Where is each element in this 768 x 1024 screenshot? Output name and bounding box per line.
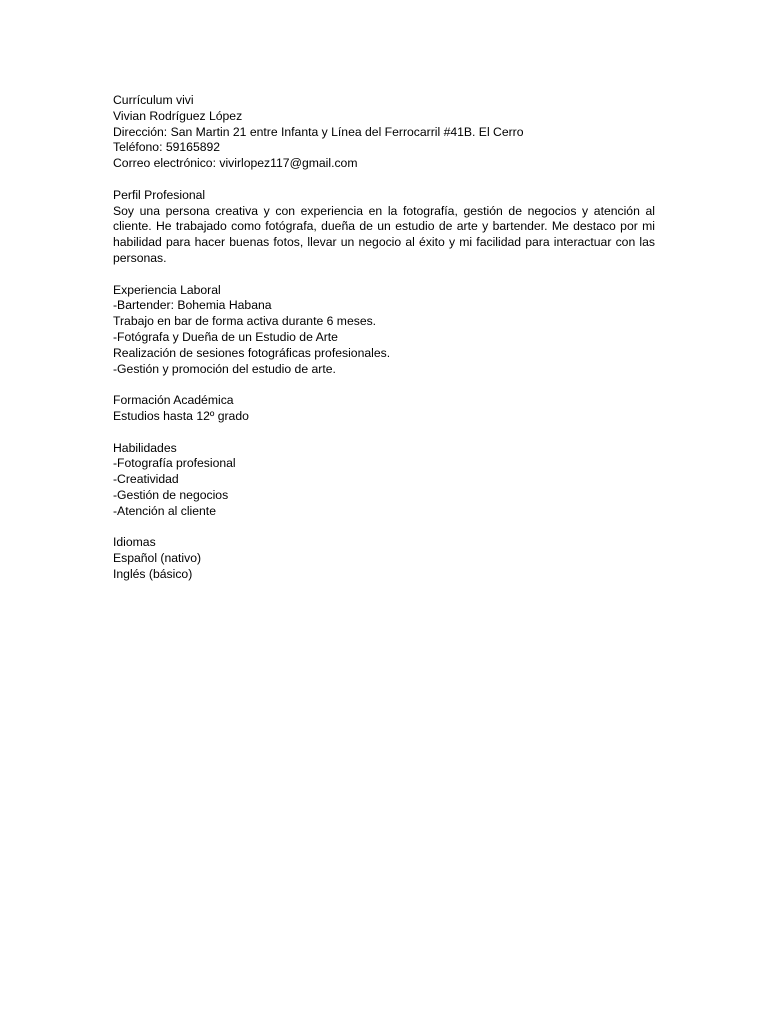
language-item: Español (nativo) [113, 551, 202, 566]
languages-section [113, 535, 655, 582]
experience-heading: Experiencia Laboral [113, 282, 221, 297]
experience-line: Trabajo en bar de forma activa durante 6 meses. [113, 314, 377, 329]
document-title: Currículum vivi [113, 93, 194, 107]
skill-item: -Atención al cliente [113, 503, 216, 518]
experience-line: -Fotógrafa y Dueña de un Estudio de Arte [113, 329, 338, 344]
languages-heading: Idiomas [113, 535, 156, 550]
education-section [113, 393, 655, 425]
experience-line: -Gestión y promoción del estudio de arte. [113, 361, 336, 376]
language-item: Inglés (básico) [113, 566, 193, 581]
experience-section [113, 283, 655, 378]
address-line: Dirección: San Martin 21 entre Infanta y Línea del Ferrocarril #41B. El Cerro [113, 124, 524, 139]
skill-item: -Fotografía profesional [113, 456, 236, 471]
experience-line: Realización de sesiones fotográficas profesionales. [113, 345, 391, 360]
skill-item: -Creatividad [113, 472, 179, 487]
profile-heading: Perfil Profesional [113, 187, 206, 202]
education-line: Estudios hasta 12º grado [113, 408, 249, 423]
skill-item: -Gestión de negocios [113, 487, 229, 502]
email-line: Correo electrónico: vivirlopez117@gmail.com [113, 156, 358, 171]
resume-page [113, 93, 655, 583]
person-name: Vivian Rodríguez López [113, 108, 243, 123]
skills-section [113, 441, 655, 520]
skills-heading: Habilidades [113, 440, 177, 455]
experience-line: -Bartender: Bohemia Habana [113, 298, 272, 313]
profile-section [113, 188, 655, 267]
phone-line: Teléfono: 59165892 [113, 140, 221, 155]
header-section [113, 93, 655, 172]
profile-text: Soy una persona creativa y con experiencia en la fotografía, gestión de negocios y atención al cliente. He trabajado como fotógrafa, dueña de un estudio de arte y bartender. Me destaco por mi habilidad para hacer buenas fotos, llevar un negocio al éxito y mi facilidad para interactuar con las personas. [113, 203, 655, 265]
education-heading: Formación Académica [113, 393, 234, 408]
